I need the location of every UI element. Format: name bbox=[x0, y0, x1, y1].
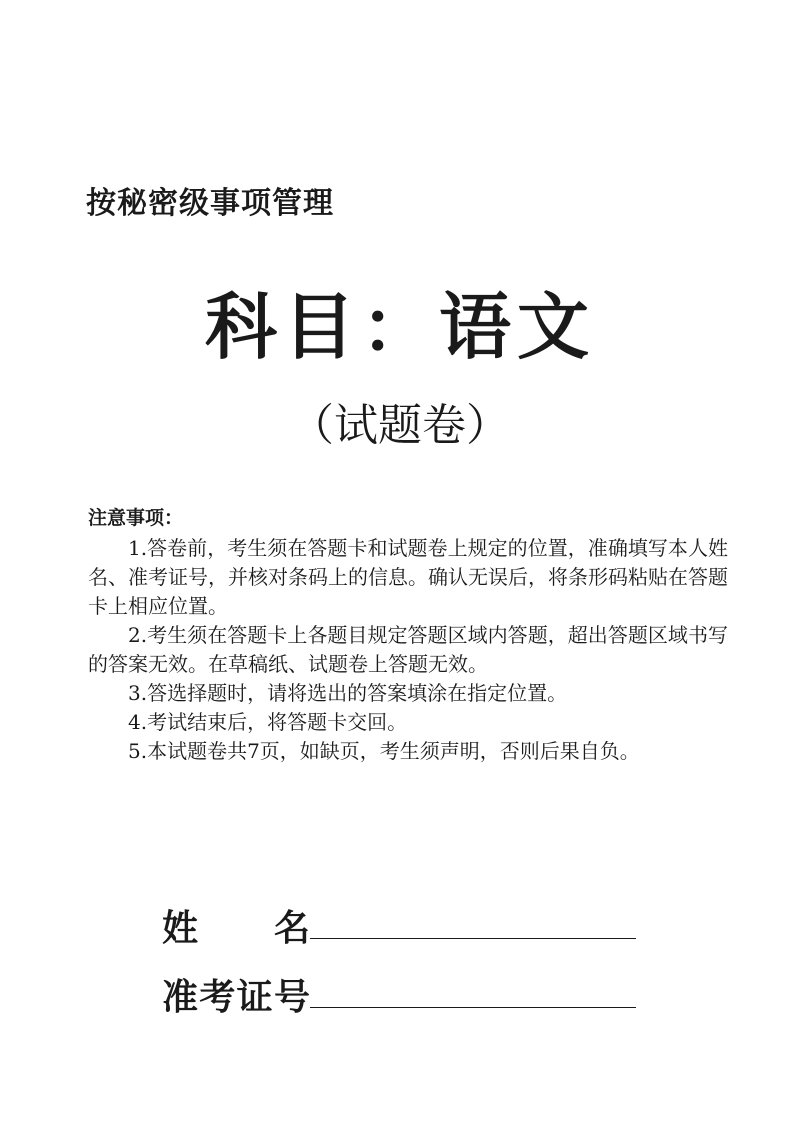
exam-id-blank-line[interactable] bbox=[310, 1007, 636, 1008]
subject-title: 科目：语文 bbox=[204, 284, 595, 369]
name-blank-line[interactable] bbox=[310, 938, 636, 939]
notice-section bbox=[88, 504, 728, 766]
notice-item: 3.答选择题时，请将选出的答案填涂在指定位置。 bbox=[128, 681, 568, 705]
name-label: 姓名 bbox=[162, 907, 310, 949]
notice-item: 4.考试结束后，将答题卡交回。 bbox=[128, 710, 408, 734]
notice-item: 2.考生须在答题卡上各题目规定答题区域内答题，超出答题区域书写的答案无效。在草稿纸、试题卷上答题无效。 bbox=[88, 623, 728, 676]
paper-type-subtitle: （试题卷） bbox=[290, 400, 510, 451]
notice-item: 5.本试题卷共7页，如缺页，考生须声明，否则后果自负。 bbox=[128, 739, 640, 763]
exam-id-label: 准考证号 bbox=[162, 976, 310, 1018]
notice-item: 1.答卷前，考生须在答题卡和试题卷上规定的位置，准确填写本人姓名、准考证号，并核对条码上的信息。确认无误后，将条形码粘贴在答题卡上相应位置。 bbox=[88, 536, 728, 618]
notice-heading: 注意事项： bbox=[88, 507, 184, 529]
classification-label: 按秘密级事项管理 bbox=[86, 186, 334, 221]
